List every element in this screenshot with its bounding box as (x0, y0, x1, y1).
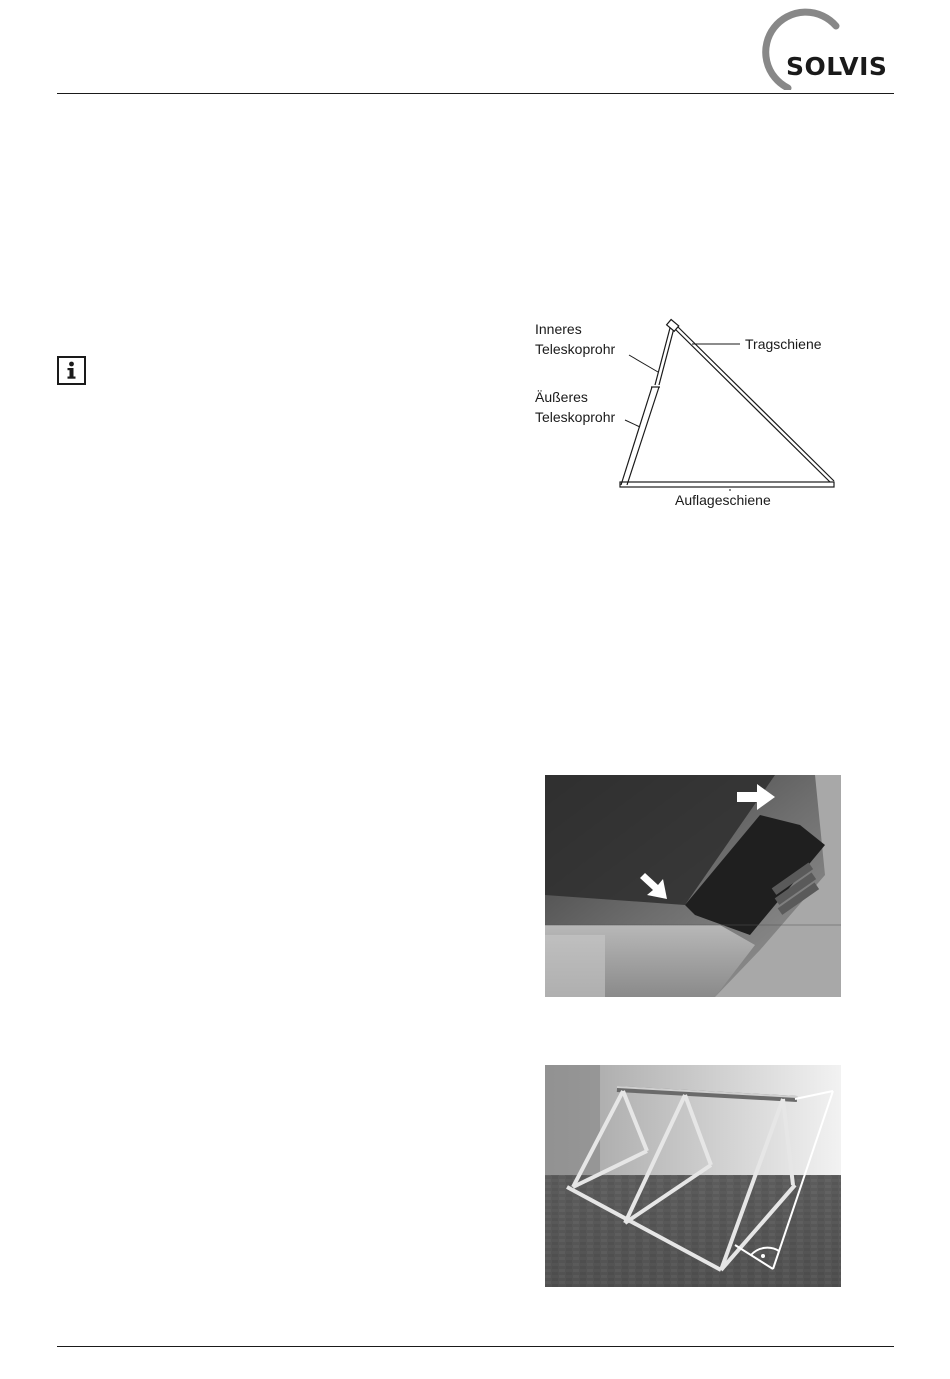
solvis-logo (748, 8, 898, 90)
photo-assembled-frame (545, 1065, 841, 1287)
label-tragschiene: Tragschiene (745, 336, 822, 352)
arrow-icon-2 (545, 775, 841, 997)
label-inneres-line2: Teleskoprohr (535, 341, 616, 357)
label-aeusseres-line2: Teleskoprohr (535, 409, 616, 425)
label-auflageschiene: Auflageschiene (675, 492, 771, 508)
frame-diagram (530, 315, 850, 515)
brand-name: SOLVIS (786, 52, 888, 81)
label-aeusseres-line1: Äußeres (535, 389, 588, 405)
info-icon (57, 356, 86, 385)
label-inneres-line1: Inneres (535, 321, 582, 337)
footer-rule (57, 1346, 894, 1347)
header-rule (57, 93, 894, 94)
photo-closeup-rail (545, 775, 841, 997)
